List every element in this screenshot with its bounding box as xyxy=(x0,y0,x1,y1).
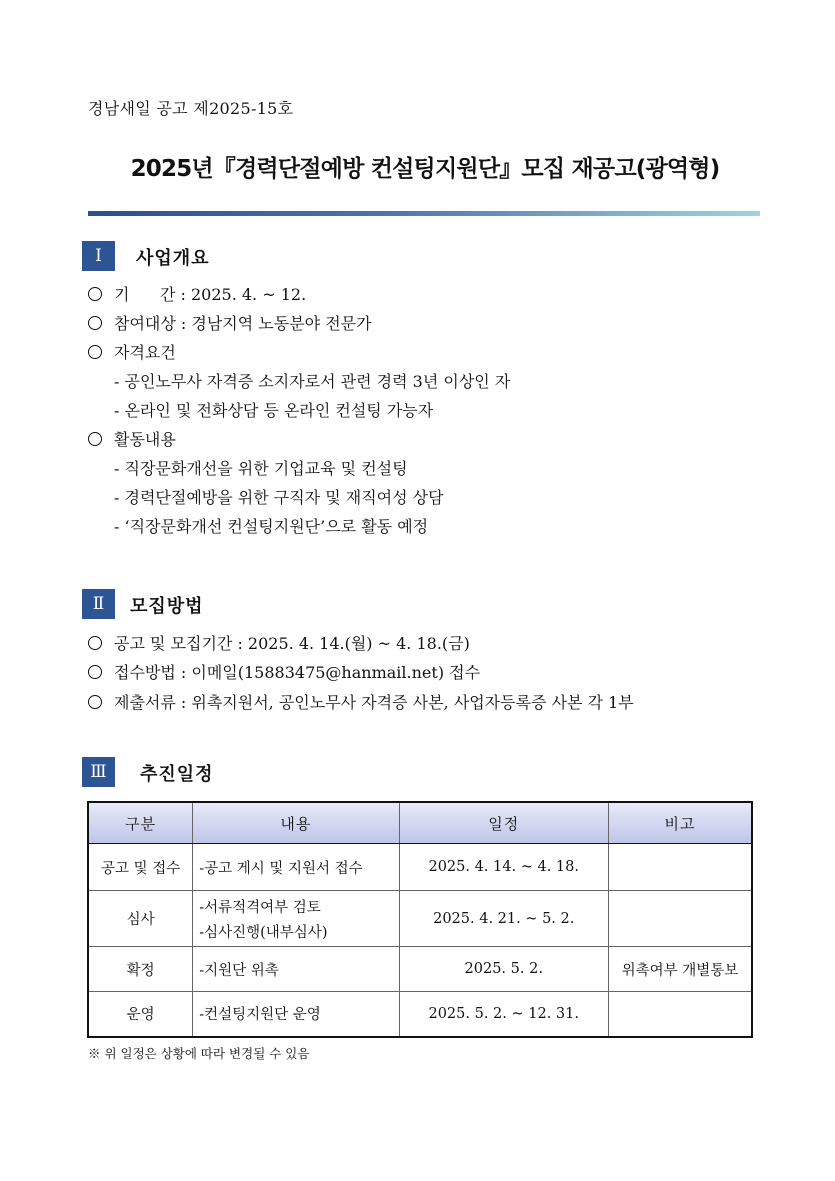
list-subitem: - ‘직장문화개선 컨설팅지원단’으로 활동 예정 xyxy=(114,517,429,536)
row-date: 2025. 5. 2. ~ 12. 31. xyxy=(399,992,608,1037)
list-item: 공고 및 모집기간 : 2025. 4. 14.(월) ~ 4. 18.(금) xyxy=(88,631,470,654)
column-header: 구분 xyxy=(88,802,193,844)
row-note xyxy=(608,844,752,891)
list-subitem: - 공인노무사 자격증 소지자로서 관련 경력 3년 이상인 자 xyxy=(114,372,511,391)
list-subitem: - 경력단절예방을 위한 구직자 및 재직여성 상담 xyxy=(114,488,444,507)
column-header: 내용 xyxy=(193,802,399,844)
row-content xyxy=(193,891,399,947)
row-content: -공고 게시 및 지원서 접수 xyxy=(193,844,399,891)
list-subitem: - 온라인 및 전화상담 등 온라인 컨설팅 가능자 xyxy=(114,401,434,420)
bullet-circle-icon xyxy=(88,695,102,709)
section-3-number: Ⅲ xyxy=(82,757,115,787)
row-content: -지원단 위촉 xyxy=(193,947,399,992)
row-note xyxy=(608,992,752,1037)
list-subitem: - 직장문화개선을 위한 기업교육 및 컨설팅 xyxy=(114,459,408,478)
row-content-line: -심사진행(내부심사) xyxy=(199,924,328,941)
title-divider xyxy=(88,211,760,216)
row-category: 확정 xyxy=(88,947,193,992)
section-1-title: 사업개요 xyxy=(136,248,210,269)
bullet-circle-icon xyxy=(88,636,102,650)
list-item: 활동내용 xyxy=(88,427,176,450)
row-category: 운영 xyxy=(88,992,193,1037)
bullet-circle-icon xyxy=(88,432,102,446)
row-content: -컨설팅지원단 운영 xyxy=(193,992,399,1037)
row-note: 위촉여부 개별통보 xyxy=(608,947,752,992)
bullet-circle-icon xyxy=(88,665,102,679)
footnote: ※ 위 일정은 상황에 따라 변경될 수 있음 xyxy=(88,1046,310,1061)
table-row xyxy=(88,947,752,992)
row-content-line: -서류적격여부 검토 xyxy=(199,899,321,916)
bullet-circle-icon xyxy=(88,287,102,301)
list-item: 접수방법 : 이메일(15883475@hanmail.net) 접수 xyxy=(88,660,480,683)
table-row xyxy=(88,992,752,1037)
list-item: 제출서류 : 위촉지원서, 공인노무사 자격증 사본, 사업자등록증 사본 각 1부 xyxy=(88,690,634,713)
bullet-circle-icon xyxy=(88,316,102,330)
section-3-title: 추진일정 xyxy=(140,764,214,785)
notice-number: 경남새일 공고 제2025-15호 xyxy=(88,99,294,118)
row-date: 2025. 5. 2. xyxy=(399,947,608,992)
table-row xyxy=(88,891,752,947)
row-category: 심사 xyxy=(88,891,193,947)
section-2-number: Ⅱ xyxy=(82,589,115,619)
row-category: 공고 및 접수 xyxy=(88,844,193,891)
schedule-table xyxy=(87,801,753,1038)
column-header: 일정 xyxy=(399,802,608,844)
section-1-number: Ⅰ xyxy=(82,241,115,271)
list-item: 기 간 : 2025. 4. ~ 12. xyxy=(88,282,306,305)
table-header-row xyxy=(88,802,752,844)
section-2-title: 모집방법 xyxy=(130,596,204,617)
bullet-circle-icon xyxy=(88,345,102,359)
row-note xyxy=(608,891,752,947)
row-date: 2025. 4. 14. ~ 4. 18. xyxy=(399,844,608,891)
row-date: 2025. 4. 21. ~ 5. 2. xyxy=(399,891,608,947)
list-item: 참여대상 : 경남지역 노동분야 전문가 xyxy=(88,311,372,334)
page-title: 2025년『경력단절예방 컨설팅지원단』모집 재공고(광역형) xyxy=(130,156,720,182)
list-item: 자격요건 xyxy=(88,340,176,363)
column-header: 비고 xyxy=(608,802,752,844)
table-row xyxy=(88,844,752,891)
